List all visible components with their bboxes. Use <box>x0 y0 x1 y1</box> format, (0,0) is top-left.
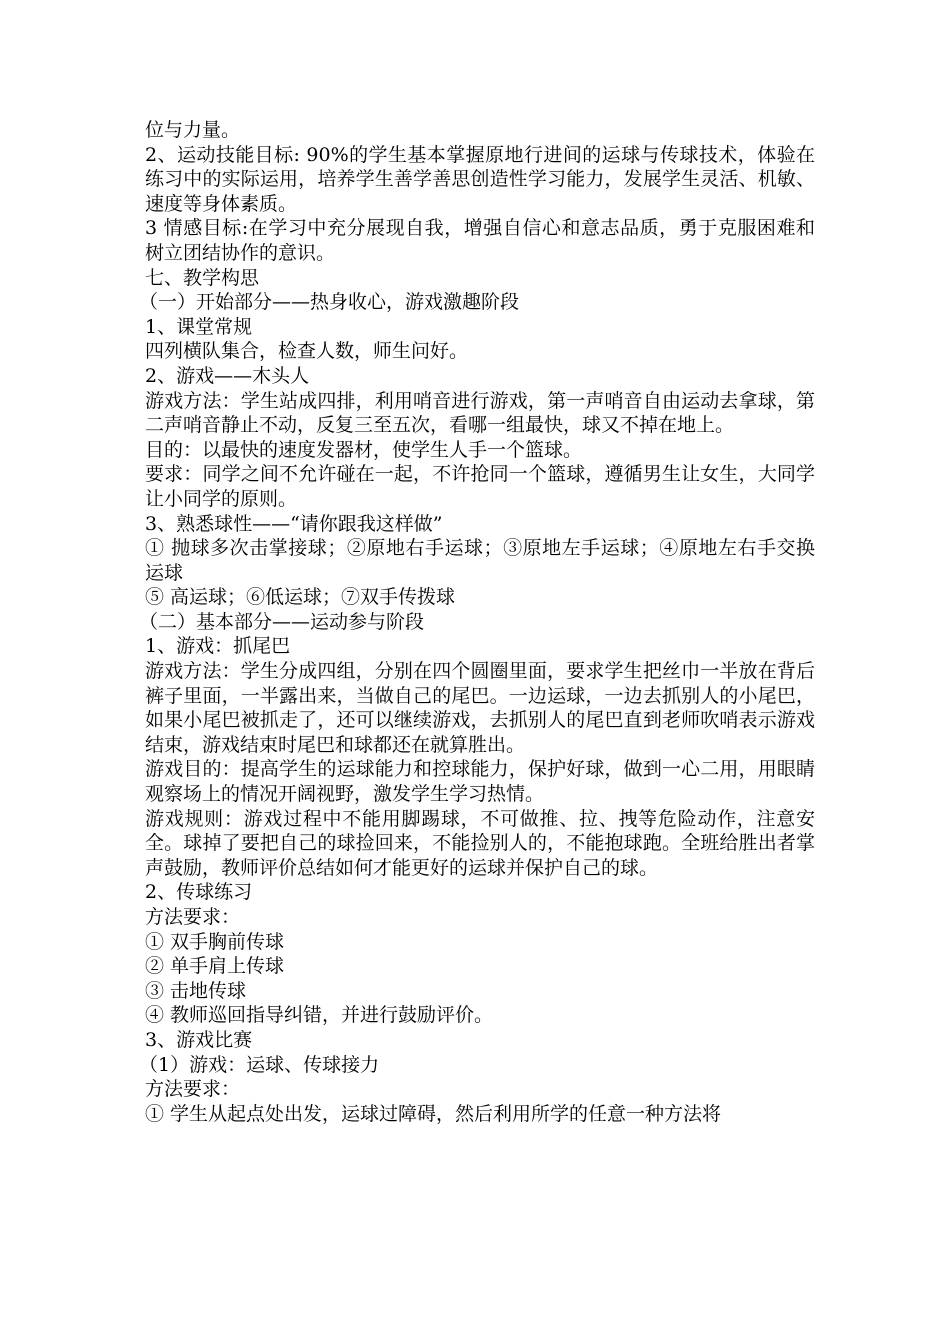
list-item: ① 双手胸前传球 <box>145 930 285 953</box>
skill-goal-paragraph: 2、运动技能目标: 90%的学生基本掌握原地行进间的运球与传球技术，体验在练习中的实际运用，培养学生善学善思创造性学习能力，发展学生灵活、机敏、速度等身体素质。 <box>145 143 815 215</box>
list-item: ④ 教师巡回指导纠错，并进行鼓励评价。 <box>145 1004 494 1027</box>
list-item: ① 抛球多次击掌接球；②原地右手运球；③原地左手运球；④原地左右手交换运球 <box>145 537 815 584</box>
item-heading: 2、传球练习 <box>145 881 253 904</box>
list-item: ⑤ 高运球；⑥低运球；⑦双手传拨球 <box>145 586 456 609</box>
item-heading: 3、游戏比赛 <box>145 1028 253 1051</box>
item-heading: 2、游戏——木头人 <box>145 364 310 387</box>
paragraph: 位与力量。 <box>145 119 241 141</box>
paragraph: 游戏目的：提高学生的运球能力和控球能力，保护好球，做到一心二用，用眼睛观察场上的情况开阔视野，激发学生学习热情。 <box>145 758 815 806</box>
paragraph: 游戏方法：学生分成四组，分别在四个圆圈里面，要求学生把丝巾一半放在背后裤子里面，一半露出来，当做自己的尾巴。一边运球，一边去抓别人的小尾巴，如果小尾巴被抓走了，还可以继续游戏，去抓别人的尾巴直到老师吹哨表示游戏结束，游戏结束时尾巴和球都还在就算胜出。 <box>145 660 815 756</box>
list-item: ② 单手肩上传球 <box>145 955 285 978</box>
list-item: ① 学生从起点处出发，运球过障碍，然后利用所学的任意一种方法将 <box>145 1102 722 1125</box>
item-heading: 1、游戏：抓尾巴 <box>145 635 291 658</box>
paragraph: 方法要求： <box>145 1078 241 1101</box>
paragraph: 四列横队集合，检查人数，师生问好。 <box>145 340 469 363</box>
section-heading: 七、教学构思 <box>145 266 260 289</box>
emotion-goal-paragraph: 3 情感目标:在学习中充分展现自我，增强自信心和意志品质，勇于克服困难和树立团结协作的意识。 <box>145 217 815 264</box>
paragraph: 要求：同学之间不允许碰在一起，不许抢同一个篮球，遵循男生让女生，大同学让小同学的原则。 <box>145 463 815 510</box>
list-item: ③ 击地传球 <box>145 979 247 1002</box>
item-heading: 1、课堂常规 <box>145 315 253 338</box>
subsection-heading: （一）开始部分——热身收心，游戏激趣阶段 <box>139 291 520 314</box>
item-heading: 3、熟悉球性——“请你跟我这样做” <box>145 512 443 535</box>
paragraph: 游戏方法：学生站成四排，利用哨音进行游戏，第一声哨音自由运动去拿球，第二声哨音静止不动，反复三至五次，看哪一组最快，球又不掉在地上。 <box>145 389 815 437</box>
paragraph: 目的：以最快的速度发器材，使学生人手一个篮球。 <box>145 438 583 461</box>
subitem-heading: （1）游戏：运球、传球接力 <box>139 1053 380 1076</box>
subsection-heading: （二）基本部分——运动参与阶段 <box>139 610 425 633</box>
document-page <box>139 118 815 1126</box>
paragraph: 游戏规则：游戏过程中不能用脚踢球，不可做推、拉、拽等危险动作，注意安全。球掉了要把自己的球捡回来，不能捡别人的，不能抱球跑。全班给胜出者掌声鼓励，教师评价总结如何才能更好的运球并保护自己的球。 <box>145 807 815 879</box>
paragraph: 方法要求： <box>145 906 241 928</box>
